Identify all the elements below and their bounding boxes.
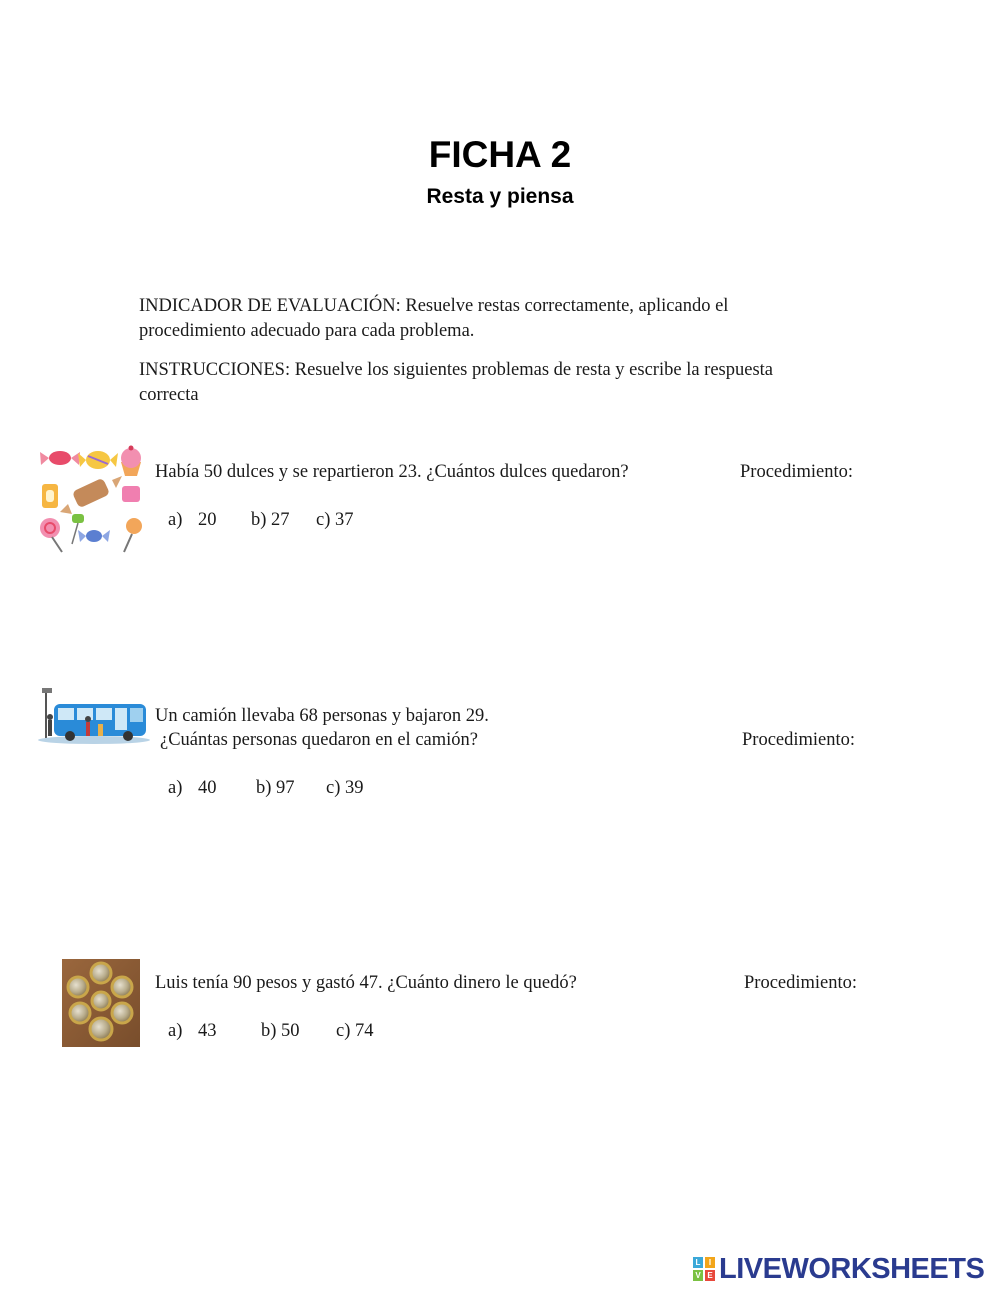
- problem-1-option-a[interactable]: 20: [198, 510, 217, 530]
- problem-3-option-a-letter: a): [168, 1021, 183, 1041]
- coins-photo: [62, 959, 140, 1047]
- problem-3-procedure-label: Procedimiento:: [744, 973, 858, 993]
- problem-1-option-b[interactable]: b) 27: [251, 510, 290, 530]
- problem-2-option-a-letter: a): [168, 778, 183, 798]
- problem-3-option-b[interactable]: b) 50: [261, 1021, 300, 1041]
- mark-letter-l: L: [693, 1257, 703, 1268]
- problem-2-question-line-2: ¿Cuántas personas quedaron en el camión?: [160, 730, 478, 750]
- liveworksheets-brand: LIVEWORKSHEETS: [719, 1252, 985, 1285]
- liveworksheets-logo[interactable]: [693, 1254, 984, 1284]
- problem-2-option-c[interactable]: c) 39: [326, 778, 364, 798]
- instructions-line-1: INSTRUCCIONES: Resuelve los siguientes problemas de resta y escribe la respuesta: [139, 360, 774, 380]
- indicator-line-1: INDICADOR DE EVALUACIÓN: Resuelve restas correctamente, aplicando el: [139, 296, 729, 316]
- problem-3-option-c[interactable]: c) 74: [336, 1021, 374, 1041]
- problem-2-procedure-label: Procedimiento:: [742, 730, 856, 750]
- instructions: [139, 358, 839, 408]
- mark-letter-e: E: [705, 1270, 715, 1281]
- problem-2-option-b[interactable]: b) 97: [256, 778, 295, 798]
- problem-1-procedure-label: Procedimiento:: [740, 462, 854, 482]
- problem-2-option-a[interactable]: 40: [198, 778, 217, 798]
- candies-illustration: [38, 440, 148, 555]
- problem-3-option-a[interactable]: 43: [198, 1021, 217, 1041]
- problem-2-question-line-1: Un camión llevaba 68 personas y bajaron 29.: [155, 706, 489, 726]
- problem-1-question: Había 50 dulces y se repartieron 23. ¿Cuántos dulces quedaron?: [155, 462, 629, 482]
- page-title: FICHA 2: [428, 134, 572, 175]
- liveworksheets-mark-icon: [693, 1257, 715, 1281]
- wrapped-candy-icon: [40, 451, 80, 465]
- bus-illustration: [34, 686, 150, 746]
- indicator-line-2: procedimiento adecuado para cada problema.: [139, 321, 475, 341]
- problem-1-option-a-letter: a): [168, 510, 183, 530]
- page-subtitle: Resta y piensa: [426, 185, 574, 208]
- problem-3-question: Luis tenía 90 pesos y gastó 47. ¿Cuánto dinero le quedó?: [155, 973, 577, 993]
- instructions-line-2: correcta: [139, 385, 199, 405]
- mark-letter-i: I: [705, 1257, 715, 1268]
- mark-letter-v: V: [693, 1270, 703, 1281]
- evaluation-indicator: [139, 294, 839, 344]
- problem-1-option-c[interactable]: c) 37: [316, 510, 354, 530]
